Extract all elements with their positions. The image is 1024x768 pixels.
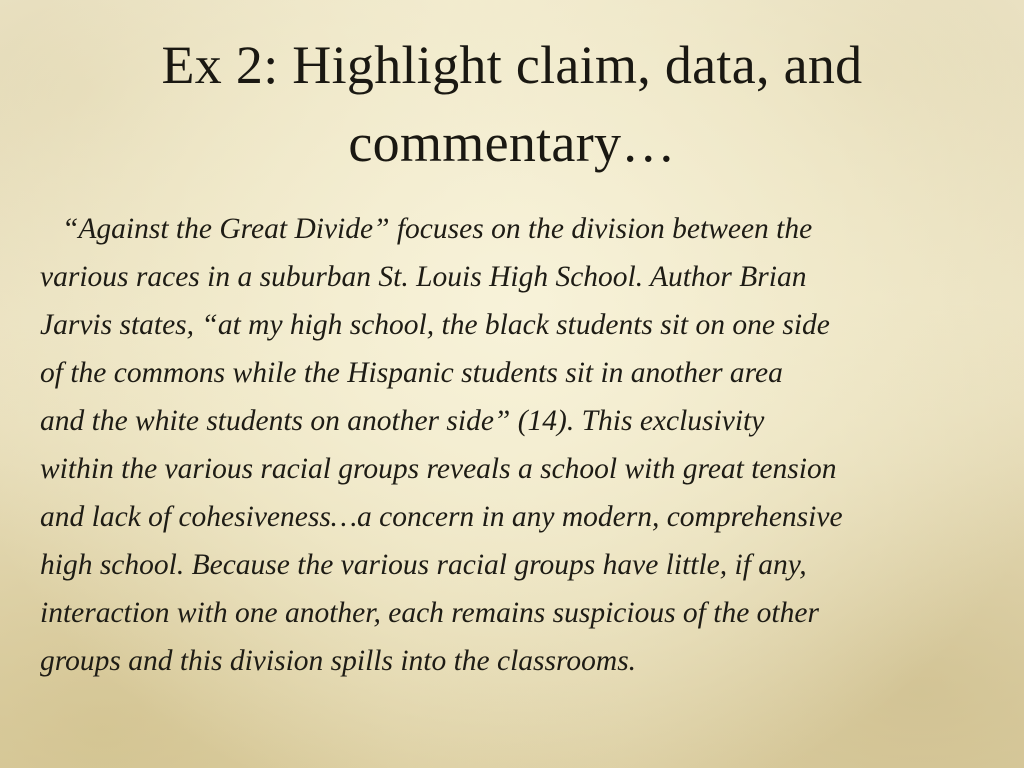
body-line-7: and lack of cohesiveness…a concern in any modern, comprehensive (40, 501, 843, 533)
body-line-10: groups and this division spills into the classrooms. (40, 645, 637, 677)
slide-title-line-1: Ex 2: Highlight claim, data, and (161, 35, 863, 95)
body-line-5: and the white students on another side” (14). This exclusivity (40, 405, 765, 437)
body-line-2: various races in a suburban St. Louis High School. Author Brian (40, 261, 807, 293)
body-line-9: interaction with one another, each remains suspicious of the other (40, 597, 819, 629)
body-line-8: high school. Because the various racial groups have little, if any, (40, 549, 807, 581)
body-line-1: “Against the Great Divide” focuses on the division between the (62, 213, 813, 245)
body-line-6: within the various racial groups reveals a school with great tension (40, 453, 837, 485)
slide-title (40, 35, 984, 194)
body-line-4: of the commons while the Hispanic students sit in another area (40, 357, 783, 389)
slide-body-paragraph (40, 205, 988, 685)
body-line-3: Jarvis states, “at my high school, the black students sit on one side (40, 309, 830, 341)
slide-title-line-2: commentary… (348, 113, 676, 173)
